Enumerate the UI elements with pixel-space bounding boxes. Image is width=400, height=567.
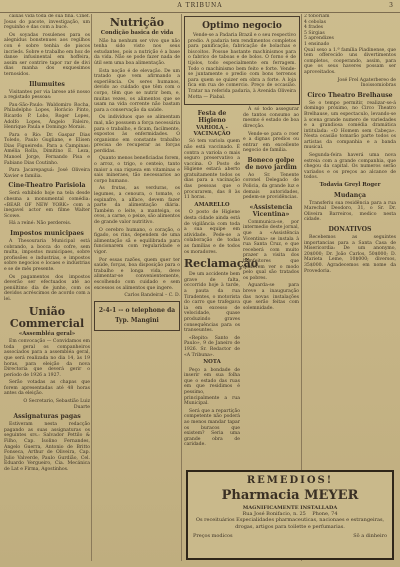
article-text: Peço a bondade de inserir em sua folha que o estado das ruas em que residimos é pessimo, principalmente a rua Municipal. xyxy=(184,367,240,407)
ad-text: Vende-se a Padaria Brazil e o seu respectivo predio. A padaria tem rendimentos completos para panificação, fabricação de bolachas e biscoitos. Possue bastante machinismos para o fabrico de taboas e de bolos. O forno é de tijolos, todo especialmente em ferragem. Todo o machinismo bem feito e forte. Vende-se juntamente o predio com bons terrenos para quem se quizer em obra a forte. A loja fica em rua de comercio. Preço de occasião. Tratar na referida padaria, à Avenida Oliveira Motta — Piabal. xyxy=(188,33,296,100)
article-text: Serão votadas as chapas que forem apresentadas até 48 horas antes da eleição. xyxy=(4,380,90,397)
pharmacy-tagline: MAGNIFICAMENTE INSTALLADA xyxy=(242,505,338,511)
section-subheading: Condição basica de vida xyxy=(100,30,174,36)
article-text: Quanto menos beneficiadas forem, o arroz, o trigo, o centeio, tanto maior a sua riqueza em vitaminas e sais mineraes, tão necessarios ao corpo humano. xyxy=(94,156,180,184)
article-text: Pau-São-Paulo: Waldomiro Rocha, Philadelpho Lopes, Horácio Pinto, Ricardo P. Lobo, Roger Lopes, Adolfo Lopes, Ângelo Faleiro, Henrique Paula e Domingo Morais. xyxy=(4,102,90,131)
article-text: A Thesouraria Municipal está cobrando, a bocca do cofre, sem multa, impostos municipaes, sobre profissões e industrias, e impostos sobre negocios e locaes e indústrias e se de mês presente. xyxy=(4,239,90,272)
article-text: Esta noção é de elevação. De um tratado que vem afirmando a experiência. Os seres humanos, devido ao cuidado que têm com o corpo, têm que se nutrir bem, e, muitas vezes, os alimentos que se usam na vida corrente não bastam para a conservação da saúde. xyxy=(94,68,180,113)
section-heading: Boneco golpe de novo jardim xyxy=(245,156,297,171)
two-column-block xyxy=(184,107,300,450)
article-text: Transferiu sua residência para a rua Marechal Deodoro, 31, o Sr. Dr. Oliveira Barreiros, medico nesta cidade. xyxy=(304,200,396,223)
article-text: Á só todo assegurar de tantos consumo ao mesmo é estado de boa direcção. xyxy=(243,107,299,129)
article-text: Visitantes por via larese até nosso a registado pessoas: xyxy=(4,89,90,101)
article-text: Para Jacarepaguá: José Oliveira Xavier e familia. xyxy=(4,168,90,179)
section-subheading: AMARELLO xyxy=(194,201,230,208)
article-text: Será que a repartição competente não poderá ao menos mandar tapar os buracos que existem? Seria uma grande obra de caridade. xyxy=(184,408,240,448)
footer-left: Preços modicos xyxy=(193,532,233,539)
article-text: caixas vida toda de sua fina. Cinef. Josas do pacote, investigação, um reguinho e das com a bucé. xyxy=(4,14,90,31)
telephone-notice-box xyxy=(94,301,180,331)
section-heading: Circo Theatro Brelhause xyxy=(307,91,393,99)
subcolumn-right xyxy=(243,107,299,450)
masthead-title: A TRIBUNA xyxy=(177,2,223,9)
section-heading: Festa de Higieno xyxy=(197,110,227,125)
section-heading: Assignaturas pagas xyxy=(13,413,81,421)
article-text: Vende-se para o roer e a dignas predios ou entrar em excellente negocio de familia. xyxy=(243,131,299,154)
column-1 xyxy=(4,14,90,561)
article-text: Aguarda-se para breve a inauguração das novas instalações que serão feitas com solemnidade. xyxy=(243,283,299,311)
article-signature: José Frel Agaterbereo de Inoissomiobras xyxy=(337,77,396,89)
section-subheading: Todavia Greyl Roger xyxy=(319,182,381,189)
article-text: De um accidente bem grave de falta, occorrido hoje à tarde, a pauta da rua Tiradentes, o motorista do carro que trafegava ia em excesso de velocidade, quase produzindo graves consequências para os transeuntes. xyxy=(184,272,240,334)
article-text: Os individuos que se alimentam mal, não possuem a força necessária para o trabalho, e ficam, facilmente, expostos às enfermidades. O organismo em constante trabalho precisa de recuperar as forças perdidas. xyxy=(94,115,180,154)
article-text: Segunda-feira haverá uma nova estreia com a grande companhia, que chegou da capital. Os numeros serão variados e os preços ao alcance de todos. xyxy=(304,153,396,181)
article-signature: Carlos Bandeiral – C. D. xyxy=(124,293,180,299)
section-subheading: «Assembléa geral» xyxy=(18,330,76,337)
section-heading: «Assistencia Vicentina» xyxy=(249,203,293,218)
pharmacy-note: Os receituários Especialidades pharmaceuticas, nacionaes e estrangeiras, drogas, artigos para toilette e perfumarias. xyxy=(195,517,385,530)
article-text: 2 toboriam 4 cebolas 4 frades 5 Sirgias 5 aprendizes 1 ensinado Qual sexo a 1.ª família Piadinense, que tem offerecido uns divertimentos completos, cooperando, assim, para que os seus haveres possam ser aproveitados. xyxy=(304,14,396,75)
masthead xyxy=(0,0,400,13)
column-divider xyxy=(91,14,92,561)
section-heading: DONATIVOS xyxy=(328,226,372,233)
column-divider xyxy=(181,14,182,561)
section-heading: Mudança xyxy=(334,191,366,199)
classified-ad-box xyxy=(184,16,300,105)
article-text: Recebemos as seguintes importancias para a Santa Casa de Misericordia: De um anonymo, 20$000; Dr. João Carlos, 50$000; D. Marieta Leme, 10$000; diversos, 35$000. Agradecemos em nome da Provedoria. xyxy=(304,235,396,274)
page-number: 3 xyxy=(389,2,394,9)
article-text: Para o Rio: Dr. Gaspar Dias Toledo, Paulo Gugliane, e Elisen Dias Figueiredo. Para a Campinas: Amélia Rolla, Dimitino E. Leza, Manoel Jorge, Fernando Pisa e Fabiano Dias Coutinho. xyxy=(4,132,90,166)
article-text: Não ha nenhum ser vivo que não tenha sido visto nos seus estudantes, pois a nutrição é a base da vida. Não se pode fazer nada de útil sem uma boa alimentação. xyxy=(94,38,180,66)
article-text: Há a reíné: Não perdereis. xyxy=(9,221,72,227)
pharmacy-advertisement xyxy=(186,470,394,560)
article-text: Os soyadas rosulenes para os alegnidus bonstenues aos regilhos con é sobre tenhia de piscos incrieds. Sobre e trabalho em hoz de danse infusinental em hoffeira, assim ser contrire tapor rar de divi dias manha dos exquesimos ternosidos. xyxy=(4,32,90,77)
article-text: O cerebro humano, o coração, o figado, os rins, dependem de uma alimentação sã e equilibrada para funcionarem com regularidade e vigor. xyxy=(94,227,180,255)
pharmacy-address: Rua José Bonifacio, n. 25 xyxy=(242,511,306,518)
section-heading: Illumuites xyxy=(29,80,65,88)
ad-title: Optimo negocio xyxy=(202,21,282,31)
telephone-notice: 2-4-1 -- o telephone da Typ. Mangini xyxy=(98,306,176,324)
section-heading: Impostos municipaes xyxy=(10,230,84,237)
footer-right: Sô a dinheiro xyxy=(353,532,387,539)
section-heading: União Commercial xyxy=(9,304,85,330)
article-text: Estiveram nesta redacção pagando as suas assignaturas os seguintes srs.: Salvador Pettilo & Filho, Cap. Isolino Fernandes, Angelo Guerra, Antonio de Britto Fonseca, Arthur de Oliveira, Cap. Julio Valverde, Paulo Gurdião, Cel. Eduardo Vergueiro, Cia. Mecánica de Lat e Firma, Agostinhos. xyxy=(4,422,90,472)
article-text: Ao Sr. Tenente coronel Delegado de Policia, da grande luz e demais autoridades, pedem-se providências. xyxy=(243,172,299,201)
article-text: Por essas razões, quem quer ter saúde, forças, boa disposição para o trabalho e longa vida, deve alimentar-se convenientemente, escolhendo com cuidado e sem excessos os alimentos que ingere. xyxy=(94,257,180,291)
article-text: O posto de Higiene desta cidade ainda está de vigilância com toda a sua equipe em atividade. Pede-se a colaboração de todas as famílias e de todos os moradores. xyxy=(184,210,240,255)
article-text: Será exhibido hoje na tela desde chesma a monumental comédia: «BEAR OF NEW YORK» com a inegavel actor em filme Walter Scowe. xyxy=(4,191,90,219)
section-heading: Reclamação xyxy=(184,257,259,271)
article-text: «Repito: Santo de Paulo», 9 de Janeiro de 1926. Sr. Redactor de «A Tribuna». xyxy=(184,335,240,358)
subcolumn-left xyxy=(184,107,259,450)
article-text: Se o tempo permitir, realizar-se-á domingo próximo, no Circo Theatro Brelhause, um espectaculo, levando-se à scena grande numero de variedades e a grandiosa comédia dramática intitulada: «O Homem sem Cabeça». Nesta ocasião tomarão parte todos os artistas da companhia e a banda musical. xyxy=(304,100,396,151)
section-subheading: VARIOLA - VACINAÇÃO xyxy=(193,125,231,137)
article-text: Communica-se, por intermedio deste jornal, que a «Assistência Vicentina» se instala à rua Santa Cruz, e que receberá com muito prazer a visita dos bemfeitores que quizerem ver o modo pelo qual são tratados os pobres. xyxy=(243,219,299,281)
section-heading: Nutrição xyxy=(109,16,165,29)
article-text: Só tem variola quem não está vaccinado. É contra a variola o mais seguro preservativo a vaccina. O Posto de Higiene estará aberto gratuitamente todos os dias para a vacinação das pessoas que o procurarem, das 8 às 11 horas. xyxy=(184,139,240,201)
pharmacy-phone: Phone, 74 xyxy=(312,511,338,518)
article-text: Em convocação — Convidamos em toda geral os companheiros associados para a assembléa geral, que será realizada no dia 14, às 19 horas, para eleição da nova Directoria que deverá gerir o período de 1926 a 1927. xyxy=(4,339,90,378)
section-heading: Cine-Theatro Parisiola xyxy=(8,182,86,190)
ad-header: REMEDIOS! xyxy=(246,475,334,486)
column-2 xyxy=(94,14,180,561)
article-text: Os pagamentos dos impostos deverão ser efectuados até ao penúltimo dia de junho, com os devidos acréscimos de acordo com a lei. xyxy=(4,274,90,302)
section-subheading: NOTA xyxy=(203,359,221,366)
article-signature: O Secretario, Sebastião Luiz Duarte xyxy=(23,399,90,410)
pharmacy-footer xyxy=(193,533,387,539)
article-text: As frutas, as verduras, os legumes, a cenoura, o tomate, o espinafre, a alface, devem fazer parte da alimentação diária. Também o leite, a manteiga, os ovos, a carne, o peixe, são alimentos de grande valor nutritivo. xyxy=(94,186,180,225)
pharmacy-name: Pharmacia MEYER xyxy=(221,488,359,503)
